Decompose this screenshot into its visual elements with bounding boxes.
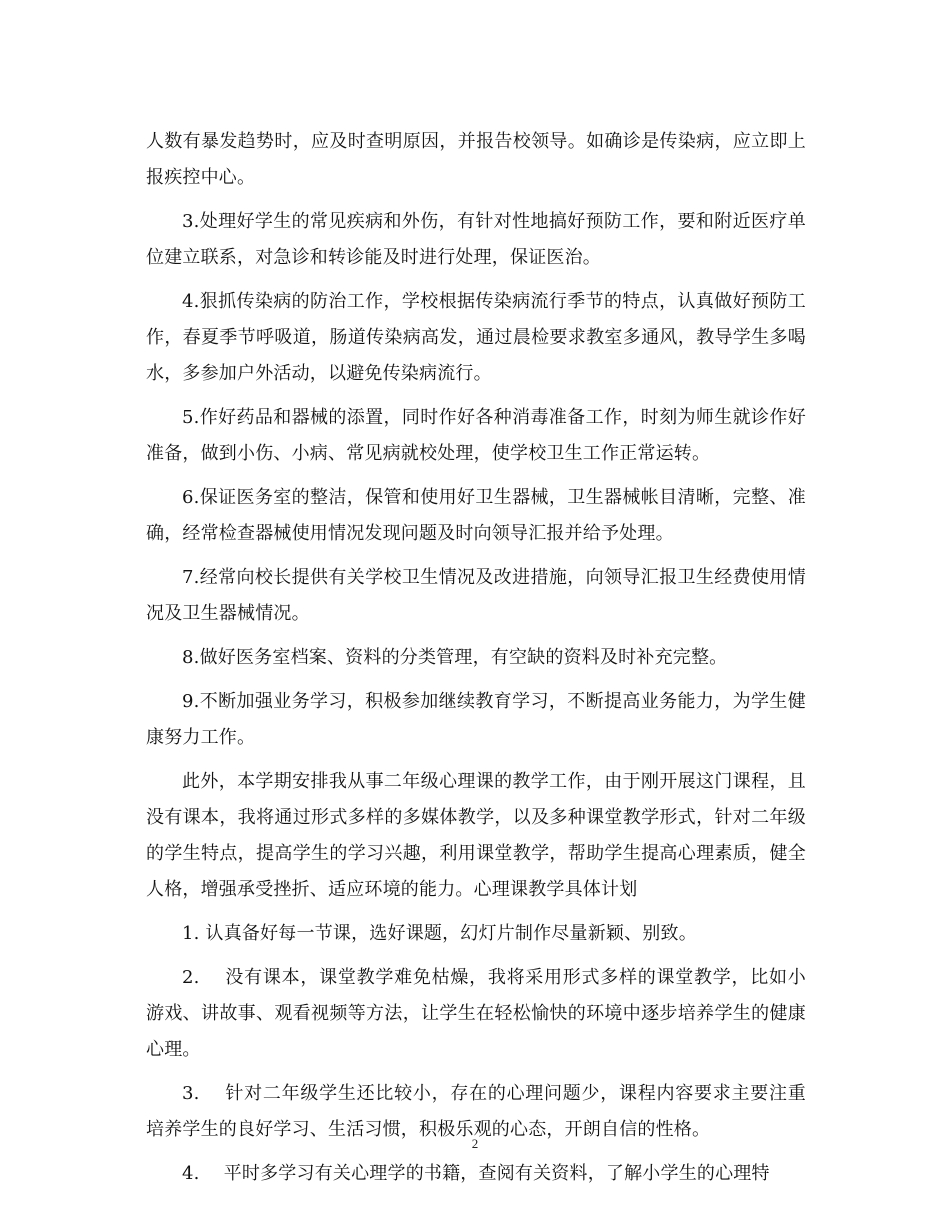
paragraph-plan-1: 1. 认真备好每一节课，选好课题，幻灯片制作尽量新颖、别致。 — [182, 923, 697, 944]
paragraph-item-4: 4.狠抓传染病的防治工作，学校根据传染病流行季节的特点，认真做好预防工作，春夏季节呼吸道，肠道传染病高发，通过晨检要求教室多通风，教导学生多喝水，多参加户外活动，以避免传染病流行。 — [146, 291, 806, 384]
page-number: 2 — [471, 1136, 479, 1151]
paragraph-plan-3: 3. 针对二年级学生还比较小，存在的心理问题少，课程内容要求主要注重培养学生的良好学习、生活习惯，积极乐观的心态，开朗自信的性格。 — [146, 1083, 806, 1140]
paragraph-continuation: 人数有暴发趋势时，应及时查明原因，并报告校领导。如确诊是传染病，应立即上报疾控中心。 — [146, 131, 806, 188]
paragraph-item-8: 8.做好医务室档案、资料的分类管理，有空缺的资料及时补充完整。 — [182, 647, 728, 668]
paragraph-item-6: 6.保证医务室的整洁，保管和使用好卫生器械，卫生器械帐目清晰，完整、准确，经常检查器械使用情况发现问题及时向领导汇报并给予处理。 — [146, 487, 806, 544]
paragraph-item-5: 5.作好药品和器械的添置，同时作好各种消毒准备工作，时刻为师生就诊作好准备，做到小伤、小病、常见病就校处理，使学校卫生工作正常运转。 — [146, 407, 806, 464]
paragraph-psychology-intro: 此外，本学期安排我从事二年级心理课的教学工作，由于刚开展这门课程，且没有课本，我将通过形式多样的多媒体教学，以及多种课堂教学形式，针对二年级的学生特点，提高学生的学习兴趣，利用课堂教学，帮助学生提高心理素质，健全人格，增强承受挫折、适应环境的能力。心理课教学具体计划 — [146, 771, 806, 900]
paragraph-item-7: 7.经常向校长提供有关学校卫生情况及改进措施，向领导汇报卫生经费使用情况及卫生器械情况。 — [146, 567, 806, 624]
paragraph-plan-4: 4. 平时多学习有关心理学的书籍，查阅有关资料，了解小学生的心理特 — [182, 1163, 770, 1184]
document-body — [146, 124, 806, 1200]
paragraph-item-3: 3.处理好学生的常见疾病和外伤，有针对性地搞好预防工作，要和附近医疗单位建立联系，对急诊和转诊能及时进行处理，保证医治。 — [146, 211, 806, 268]
paragraph-item-9: 9.不断加强业务学习，积极参加继续教育学习，不断提高业务能力，为学生健康努力工作。 — [146, 691, 806, 748]
paragraph-plan-2: 2. 没有课本，课堂教学难免枯燥，我将采用形式多样的课堂教学，比如小游戏、讲故事、观看视频等方法，让学生在轻松愉快的环境中逐步培养学生的健康心理。 — [146, 967, 806, 1060]
